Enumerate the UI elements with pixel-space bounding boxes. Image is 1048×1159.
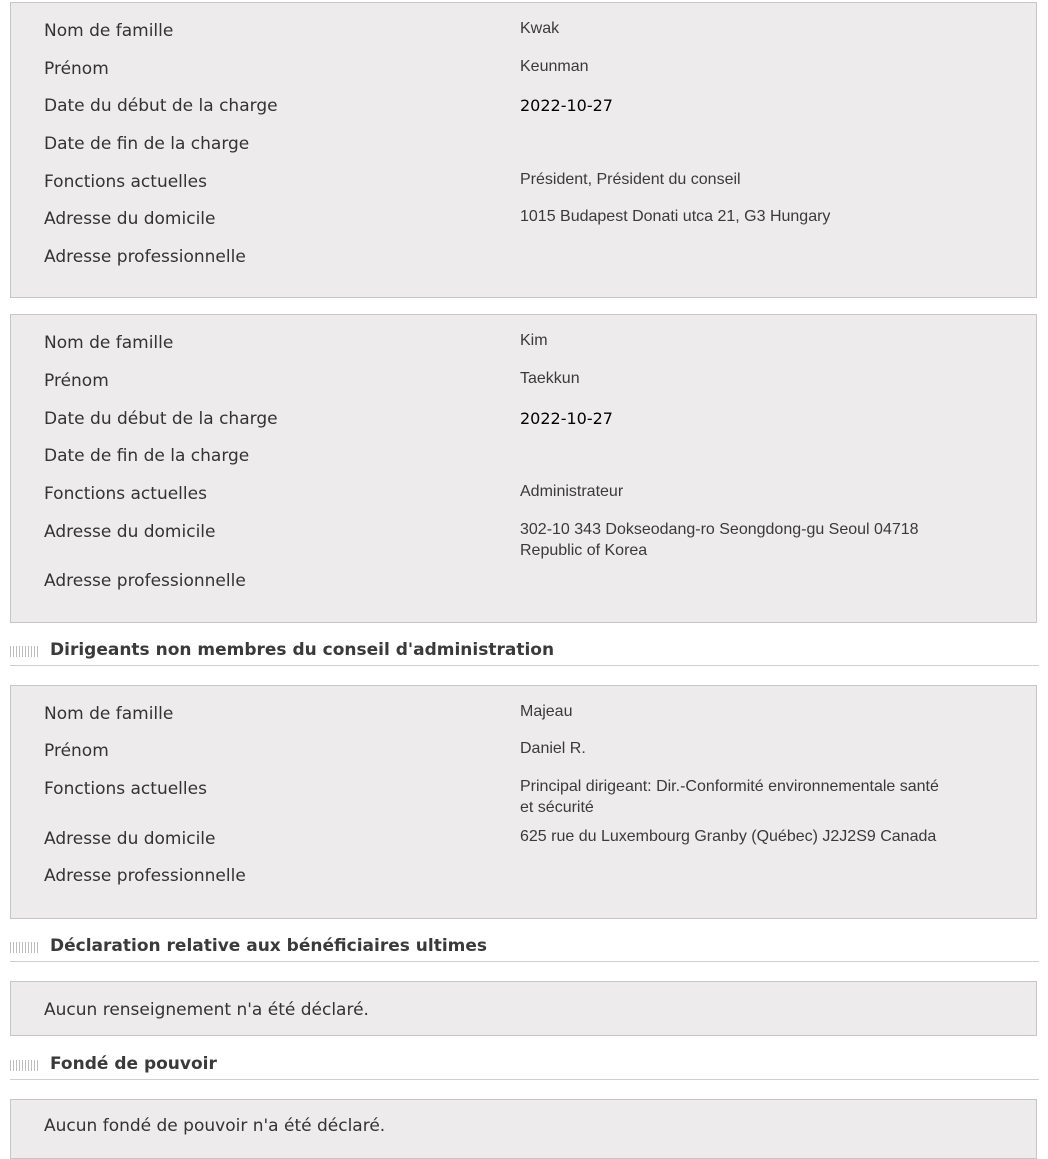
prenom-value: Taekkun <box>520 370 580 387</box>
domicile-value: 1015 Budapest Donati utca 21, G3 Hungary <box>520 208 831 225</box>
fin-label: Date de fin de la charge <box>44 446 250 466</box>
beneficiaires-section-header <box>10 935 1039 962</box>
nom-value: Kim <box>520 332 548 349</box>
domicile-value-line1: 302-10 343 Dokseodang-ro Seongdong-gu Seoul 04718 <box>520 521 919 538</box>
beneficiaires-card <box>10 981 1037 1036</box>
prenom-label: Prénom <box>44 59 109 79</box>
prenom-value: Keunman <box>520 58 589 75</box>
dirigeant-card <box>10 685 1037 919</box>
nom-label: Nom de famille <box>44 704 174 724</box>
empty-message: Aucun renseignement n'a été déclaré. <box>44 1000 369 1020</box>
fonctions-value: Président, Président du conseil <box>520 171 741 188</box>
fonctions-value-line1: Principal dirigeant: Dir.-Conformité environnementale santé <box>520 778 939 795</box>
prenom-value: Daniel R. <box>520 740 586 757</box>
pro-label: Adresse professionnelle <box>44 866 246 886</box>
fonctions-label: Fonctions actuelles <box>44 779 207 799</box>
section-title: Déclaration relative aux bénéficiaires ultimes <box>50 936 488 956</box>
pro-label: Adresse professionnelle <box>44 571 246 591</box>
dirigeants-section-header <box>10 639 1039 666</box>
empty-message: Aucun fondé de pouvoir n'a été déclaré. <box>44 1116 386 1136</box>
section-grip-icon <box>10 942 40 953</box>
nom-label: Nom de famille <box>44 21 174 41</box>
domicile-value-line2: Republic of Korea <box>520 542 648 559</box>
prenom-label: Prénom <box>44 741 109 761</box>
fonctions-value: Administrateur <box>520 483 624 500</box>
debut-label: Date du début de la charge <box>44 96 278 116</box>
domicile-label: Adresse du domicile <box>44 522 216 542</box>
fonctions-label: Fonctions actuelles <box>44 172 207 192</box>
domicile-label: Adresse du domicile <box>44 209 216 229</box>
fonctions-label: Fonctions actuelles <box>44 484 207 504</box>
section-title: Dirigeants non membres du conseil d'administration <box>50 640 555 660</box>
domicile-label: Adresse du domicile <box>44 829 216 849</box>
section-grip-icon <box>10 1060 40 1071</box>
prenom-label: Prénom <box>44 371 109 391</box>
debut-value: 2022-10-27 <box>520 409 613 428</box>
debut-label: Date du début de la charge <box>44 409 278 429</box>
nom-value: Majeau <box>520 703 573 720</box>
section-title: Fondé de pouvoir <box>50 1054 217 1074</box>
fonctions-value-line2: et sécurité <box>520 799 594 816</box>
domicile-value: 625 rue du Luxembourg Granby (Québec) J2J2S9 Canada <box>520 828 937 845</box>
section-grip-icon <box>10 646 40 657</box>
fonde-section-header <box>10 1053 1039 1080</box>
administrateur-card <box>10 2 1037 298</box>
nom-label: Nom de famille <box>44 333 174 353</box>
pro-label: Adresse professionnelle <box>44 247 246 267</box>
fin-label: Date de fin de la charge <box>44 134 250 154</box>
fonde-card <box>10 1099 1037 1159</box>
nom-value: Kwak <box>520 20 560 37</box>
debut-value: 2022-10-27 <box>520 96 613 115</box>
administrateur-card <box>10 314 1037 623</box>
